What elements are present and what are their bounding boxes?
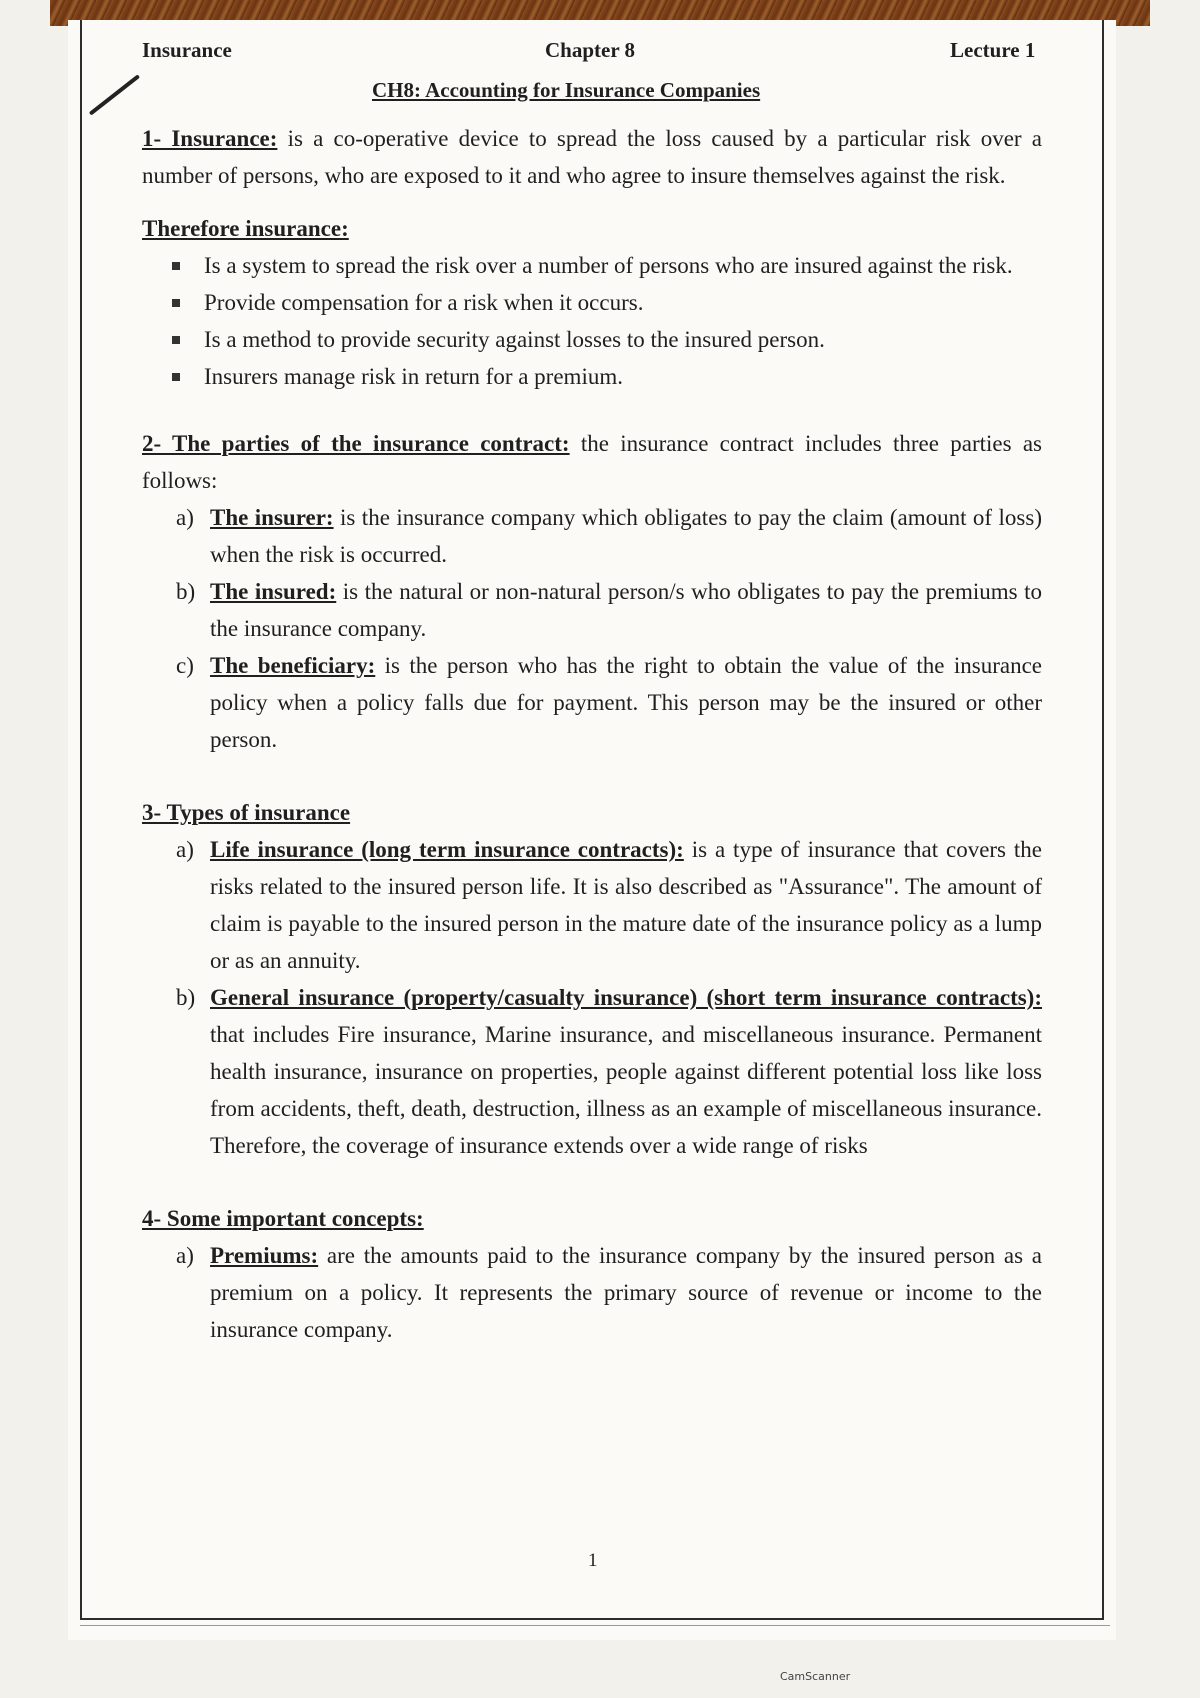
- document-body: [142, 120, 1042, 1348]
- item-marker: b): [176, 985, 196, 1010]
- list-item: [176, 1237, 1042, 1348]
- item-marker: b): [176, 579, 196, 604]
- list-item: [176, 499, 1042, 573]
- list-item: [176, 979, 1042, 1164]
- therefore-heading-line: [142, 210, 1042, 247]
- item-marker: a): [176, 505, 194, 530]
- list-item: Insurers manage risk in return for a premium.: [172, 358, 1042, 395]
- section-4-heading: 4- Some important concepts:: [142, 1206, 424, 1231]
- list-item: Provide compensation for a risk when it occurs.: [172, 284, 1042, 321]
- section-2-text: the insurance contract includes three parties as follows:: [142, 431, 1042, 493]
- parties-list: [142, 499, 1042, 758]
- section-4: [142, 1200, 1042, 1237]
- item-marker: a): [176, 837, 194, 862]
- item-term: The insurer:: [210, 505, 334, 530]
- section-3: [142, 794, 1042, 831]
- item-term: The insured:: [210, 579, 337, 604]
- section-1: [142, 120, 1042, 194]
- list-item: [176, 831, 1042, 979]
- item-text: are the amounts paid to the insurance company by the insured person as a premium on a policy. It represents the primary source of revenue or income to the insurance company.: [210, 1243, 1042, 1342]
- therefore-bullet-list: [142, 247, 1042, 395]
- section-2: [142, 425, 1042, 499]
- item-term: Premiums:: [210, 1243, 319, 1268]
- list-item: [176, 647, 1042, 758]
- item-term: General insurance (property/casualty insurance) (short term insurance contracts):: [210, 985, 1042, 1010]
- item-text: is the insurance company which obligates to pay the claim (amount of loss) when the risk is occurred.: [210, 505, 1042, 567]
- section-2-heading: 2- The parties of the insurance contract:: [142, 431, 570, 456]
- page-number: 1: [588, 1550, 598, 1571]
- list-item: [176, 573, 1042, 647]
- item-text: that includes Fire insurance, Marine insurance, and miscellaneous insurance. Permanent health insurance, insurance on properties, people against different potential loss like loss from accidents, theft, death, destruction, illness as an example of miscellaneous insurance. Therefore, the coverage of insurance extends over a wide range of risks: [210, 1022, 1042, 1158]
- item-marker: a): [176, 1243, 194, 1268]
- item-text: is the natural or non-natural person/s who obligates to pay the premiums to the insurance company.: [210, 579, 1042, 641]
- section-1-text: is a co-operative device to spread the loss caused by a particular risk over a number of persons, who are exposed to it and who agree to insure themselves against the risk.: [142, 126, 1042, 188]
- document-title: CH8: Accounting for Insurance Companies: [372, 78, 761, 102]
- scanner-watermark: CamScanner: [780, 1670, 851, 1683]
- therefore-heading: Therefore insurance:: [142, 216, 349, 241]
- list-item: Is a system to spread the risk over a number of persons who are insured against the risk.: [172, 247, 1042, 284]
- list-item: Is a method to provide security against losses to the insured person.: [172, 321, 1042, 358]
- header-lecture: Lecture 1: [950, 38, 1036, 62]
- footer-divider: [80, 1625, 1110, 1626]
- header-subject: Insurance: [142, 38, 232, 62]
- section-1-heading: 1- Insurance:: [142, 126, 278, 151]
- header-chapter: Chapter 8: [545, 38, 636, 62]
- item-marker: c): [176, 653, 194, 678]
- item-text: is a type of insurance that covers the risks related to the insured person life. It is also described as "Assurance". The amount of claim is payable to the insured person in the mature date of the insurance policy as a lump or as an annuity.: [210, 837, 1042, 973]
- section-3-heading: 3- Types of insurance: [142, 800, 351, 825]
- item-text: is the person who has the right to obtain the value of the insurance policy when a policy falls due for payment. This person may be the insured or other person.: [210, 653, 1043, 752]
- types-list: [142, 831, 1042, 1164]
- item-term: Life insurance (long term insurance contracts):: [210, 837, 684, 862]
- concepts-list: [142, 1237, 1042, 1348]
- item-term: The beneficiary:: [210, 653, 376, 678]
